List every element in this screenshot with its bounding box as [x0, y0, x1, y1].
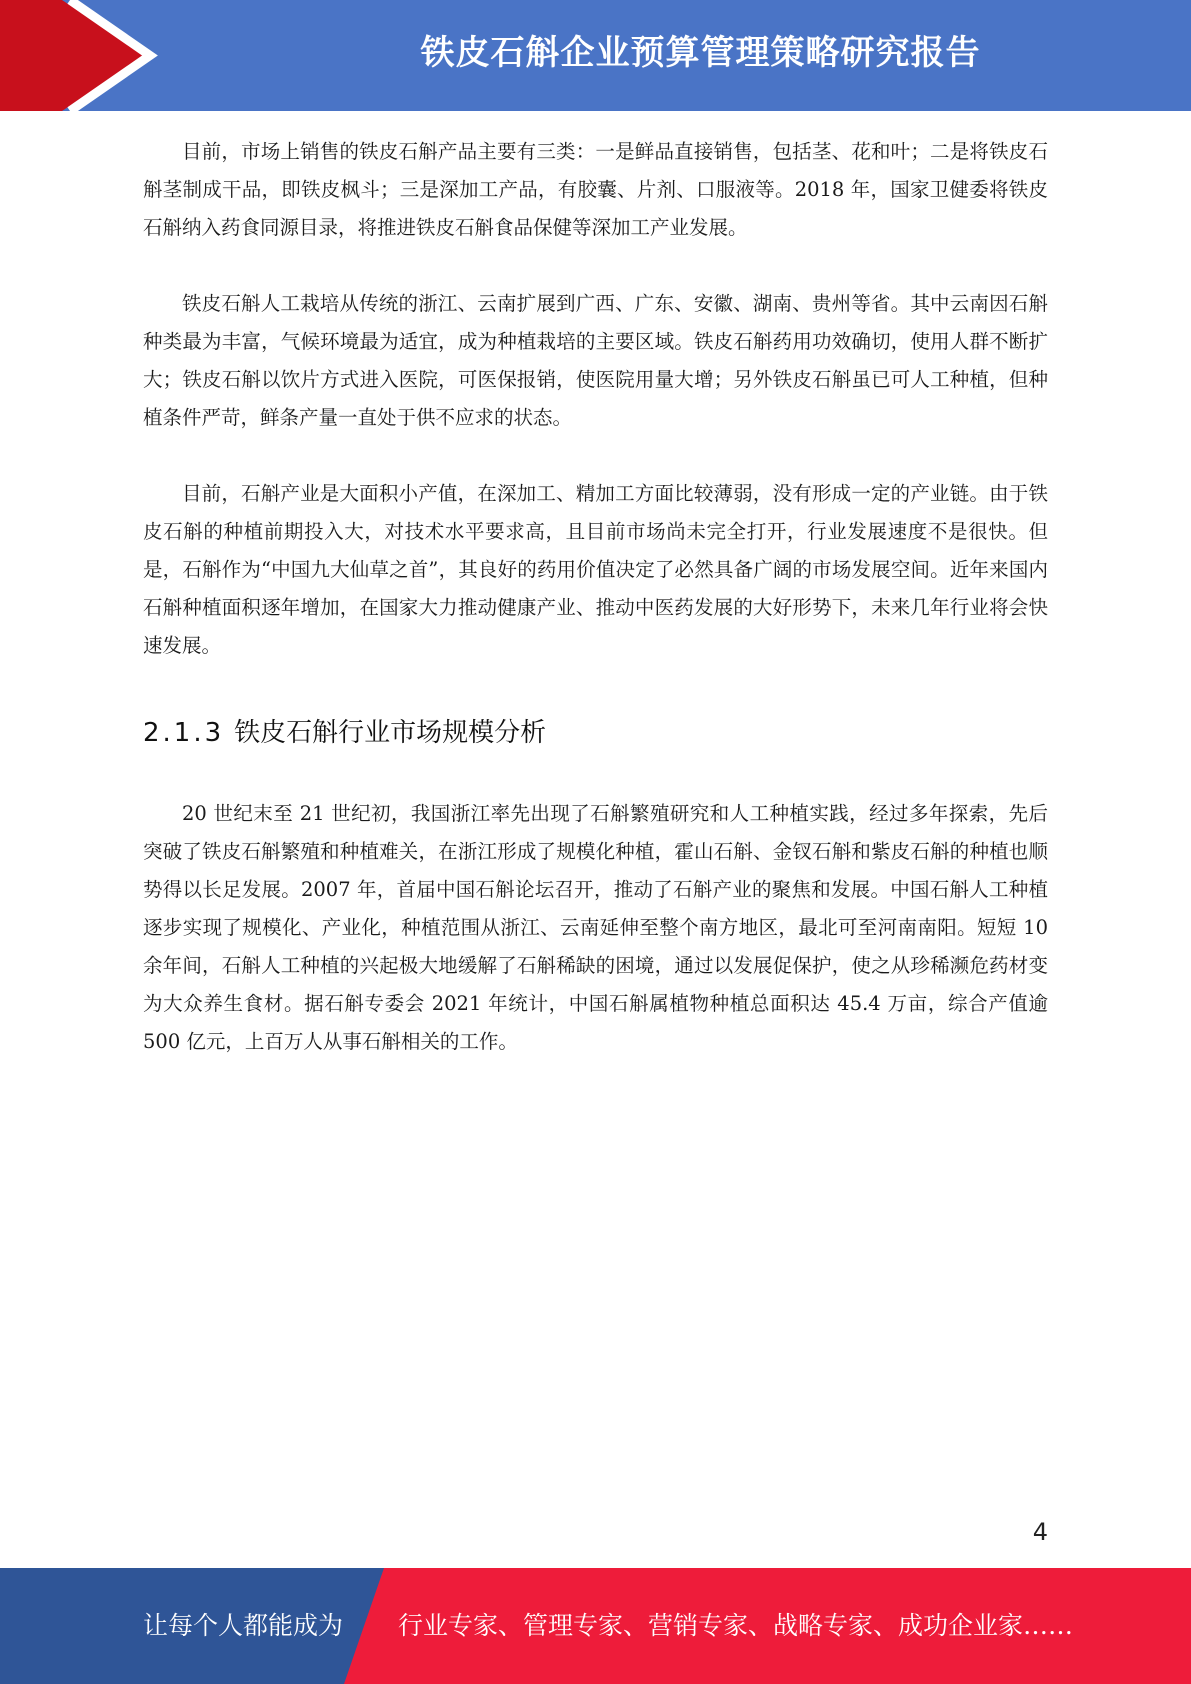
- section-heading: [143, 715, 1048, 751]
- page-number: 4: [1032, 1518, 1048, 1546]
- document-title: 铁皮石斛企业预算管理策略研究报告: [420, 33, 981, 73]
- body-paragraph-1: 目前，市场上销售的铁皮石斛产品主要有三类：一是鲜品直接销售，包括茎、花和叶；二是将铁皮石斛茎制成干品，即铁皮枫斗；三是深加工产品，有胶囊、片剂、口服液等。2018 年，国家卫健委将铁皮石斛纳入药食同源目录，将推进铁皮石斛食品保健等深加工产业发展。: [143, 140, 1048, 239]
- header-arrow-decoration: [0, 0, 160, 111]
- page-footer: [0, 1568, 1191, 1684]
- page-header: [0, 0, 1191, 111]
- body-paragraph-2: 铁皮石斛人工栽培从传统的浙江、云南扩展到广西、广东、安徽、湖南、贵州等省。其中云南因石斛种类最为丰富，气候环境最为适宜，成为种植栽培的主要区域。铁皮石斛药用功效确切，使用人群不断扩大；铁皮石斛以饮片方式进入医院，可医保报销，使医院用量大增；另外铁皮石斛虽已可人工种植，但种植条件严苛，鲜条产量一直处于供不应求的状态。: [143, 292, 1048, 429]
- footer-slogan-right: 行业专家、管理专家、营销专家、战略专家、成功企业家……: [398, 1611, 1074, 1640]
- section-number: 2.1.3: [143, 718, 225, 748]
- page-content: [143, 133, 1048, 1061]
- body-paragraph-3: 目前，石斛产业是大面积小产值，在深加工、精加工方面比较薄弱，没有形成一定的产业链。由于铁皮石斛的种植前期投入大，对技术水平要求高，且目前市场尚未完全打开，行业发展速度不是很快。但是，石斛作为“中国九大仙草之首”，其良好的药用价值决定了必然具备广阔的市场发展空间。近年来国内石斛种植面积逐年增加，在国家大力推动健康产业、推动中医药发展的大好形势下，未来几年行业将会快速发展。: [143, 482, 1048, 657]
- section-paragraph-1: 20 世纪末至 21 世纪初，我国浙江率先出现了石斛繁殖研究和人工种植实践，经过多年探索，先后突破了铁皮石斛繁殖和种植难关，在浙江形成了规模化种植，霍山石斛、金钗石斛和紫皮石斛的种植也顺势得以长足发展。2007 年，首届中国石斛论坛召开，推动了石斛产业的聚焦和发展。中国石斛人工种植逐步实现了规模化、产业化，种植范围从浙江、云南延伸至整个南方地区，最北可至河南南阳。短短 10 余年间，石斛人工种植的兴起极大地缓解了石斛稀缺的困境，通过以发展促保护，使之从珍稀濒危药材变为大众养生食材。据石斛专委会 2021 年统计，中国石斛属植物种植总面积达 45.4 万亩，综合产值逾 500 亿元，上百万人从事石斛相关的工作。: [143, 802, 1048, 1053]
- section-title: 铁皮石斛行业市场规模分析: [234, 718, 547, 748]
- footer-slogan-left: 让每个人都能成为: [143, 1611, 344, 1640]
